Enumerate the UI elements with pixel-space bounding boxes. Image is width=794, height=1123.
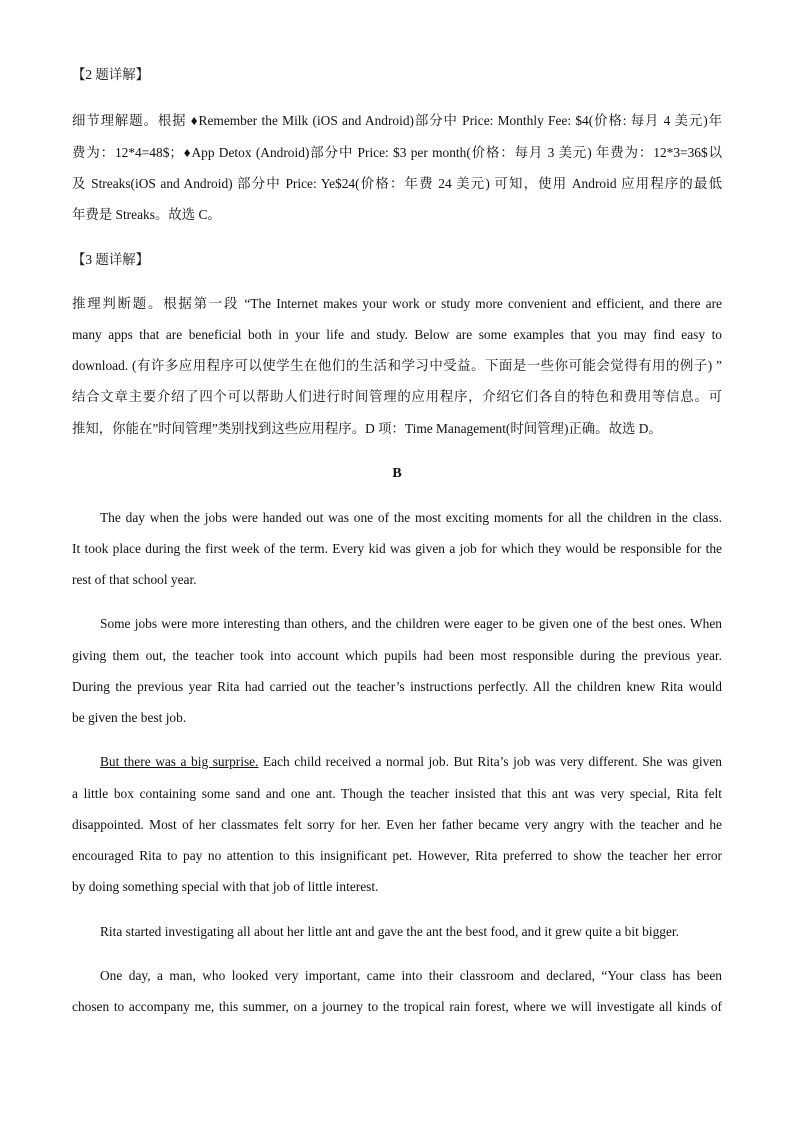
q3-line-2: many apps that are beneficial both in your life and study. Below are some examples that you may find easy to [72, 327, 722, 342]
p3-line-5: by doing something special with that job of little interest. [72, 879, 379, 894]
p1-line-3: rest of that school year. [72, 572, 197, 587]
p3-line-3: disappointed. Most of her classmates felt sorry for her. Even her father became very angry with the teacher and he [72, 817, 722, 832]
p3-line-2: a little box containing some sand and one ant. Though the teacher insisted that this ant was very special, Rita felt [72, 786, 722, 801]
q2-line-4: 年费是 Streaks。故选 C。 [72, 207, 221, 222]
p3-line-1 [100, 754, 722, 770]
section-title-b: B [392, 466, 402, 481]
p1-line-2: It took place during the first week of the term. Every kid was given a job for which they would be responsible for the [72, 541, 722, 556]
p3-line-4: encouraged Rita to pay no attention to this insignificant pet. However, Rita preferred to show the teacher her error [72, 848, 722, 863]
p2-line-1: Some jobs were more interesting than others, and the children were eager to be given one of the best ones. When [100, 616, 722, 631]
p2-line-4: be given the best job. [72, 710, 187, 725]
p5-line-1: One day, a man, who looked very important, came into their classroom and declared, “Your class has been [100, 968, 722, 983]
q3-line-3: download. (有许多应用程序可以使学生在他们的生活和学习中受益。下面是一些你可能会觉得有用的例子) ” [72, 358, 722, 373]
p5-line-2: chosen to accompany me, this summer, on a journey to the tropical rain forest, where we will investigate all kinds of [72, 999, 722, 1014]
q3-heading: 【3 题详解】 [72, 252, 149, 267]
p4-line-1: Rita started investigating all about her little ant and gave the ant the best food, and it grew quite a bit bigger. [100, 924, 679, 939]
p3-line-1-rest: Each child received a normal job. But Rita’s job was very different. She was given [258, 754, 722, 769]
p2-line-3: During the previous year Rita had carried out the teacher’s instructions perfectly. All the children knew Rita would [72, 679, 722, 694]
q3-line-5: 推知，你能在”时间管理”类别找到这些应用程序。D 项：Time Management(时间管理)正确。故选 D。 [72, 421, 662, 436]
q2-line-2: 费为：12*4=48$；♦App Detox (Android)部分中 Price: $3 per month(价格：每月 3 美元) 年费为：12*3=36$以 [72, 145, 722, 160]
p1-line-1: The day when the jobs were handed out was one of the most exciting moments for all the children in the class. [100, 510, 722, 525]
q2-line-3: 及 Streaks(iOS and Android) 部分中 Price: Ye$24(价格：年费 24 美元) 可知，使用 Android 应用程序的最低 [72, 176, 722, 191]
p2-line-2: giving them out, the teacher took into account which pupils had been most responsible during the previous year. [72, 648, 722, 663]
q3-line-4: 结合文章主要介绍了四个可以帮助人们进行时间管理的应用程序，介绍它们各自的特色和费用等信息。可 [72, 389, 722, 404]
q3-line-1: 推理判断题。根据第一段 “The Internet makes your work or study more convenient and efficient, and there are [72, 296, 722, 311]
underlined-sentence: But there was a big surprise. [100, 754, 259, 769]
q2-heading: 【2 题详解】 [72, 67, 149, 82]
q2-line-1: 细节理解题。根据 ♦Remember the Milk (iOS and Android)部分中 Price: Monthly Fee: $4(价格: 每月 4 美元)年 [72, 113, 722, 128]
